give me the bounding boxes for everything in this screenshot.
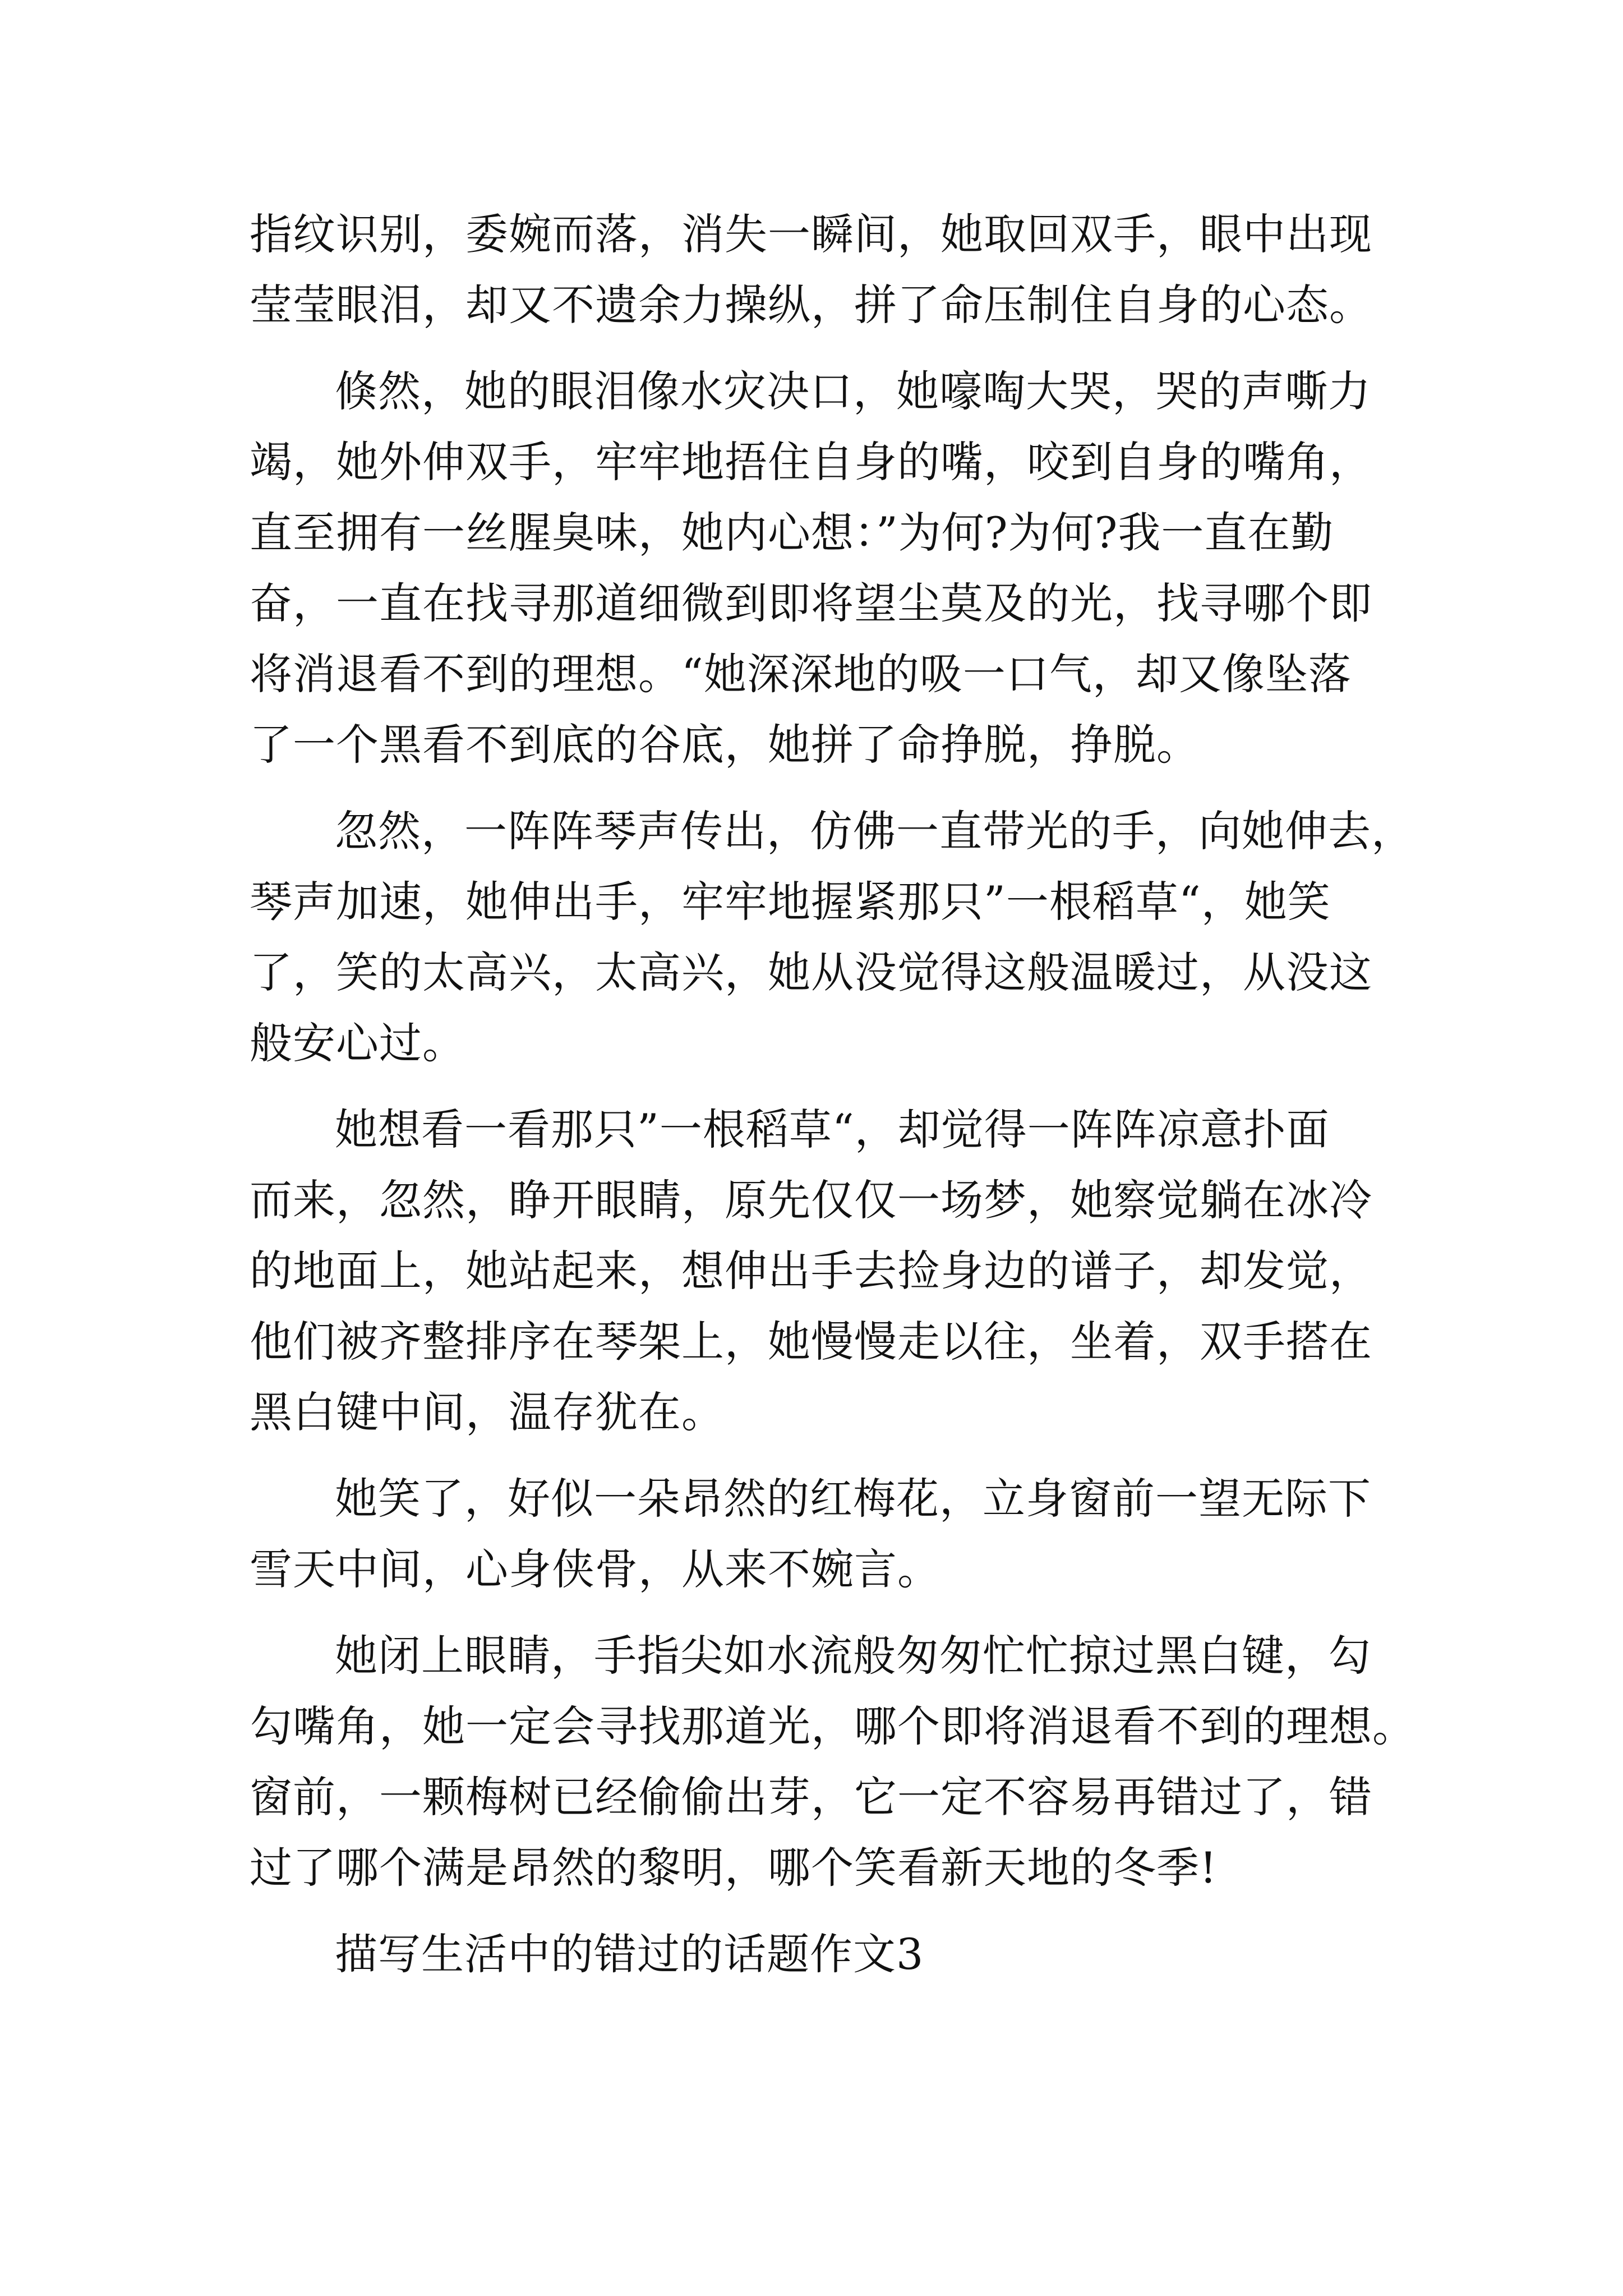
text-line: 般安心过。 xyxy=(250,1018,465,1068)
text-line: 奋，一直在找寻那道细微到即将望尘莫及的光，找寻哪个即 xyxy=(250,578,1372,628)
text-line: 莹莹眼泪，却又不遗余力操纵，拼了命压制住自身的心态。 xyxy=(250,280,1372,330)
text-line: 倏然，她的眼泪像水灾决口，她嚎啕大哭，哭的声嘶力 xyxy=(335,366,1371,416)
text-line: 竭，她外伸双手，牢牢地捂住自身的嘴，咬到自身的嘴角， xyxy=(250,437,1372,487)
text-line: 勾嘴角，她一定会寻找那道光，哪个即将消退看不到的理想。 xyxy=(250,1701,1415,1751)
paragraph-gap xyxy=(250,1903,1394,1919)
paragraph-gap xyxy=(250,1448,1394,1464)
section-title: 描写生活中的错过的话题作文3 xyxy=(335,1929,924,1979)
paragraph-gap xyxy=(250,341,1394,356)
text-line: 将消退看不到的理想。“她深深地的吸一口气，却又像坠落 xyxy=(250,649,1352,699)
text-line: 她笑了，好似一朵昂然的红梅花，立身窗前一望无际下 xyxy=(335,1474,1371,1524)
text-line: 指纹识别，委婉而落，消失一瞬间，她取回双手，眼中出现 xyxy=(250,209,1372,259)
text-line: 的地面上，她站起来，想伸出手去捡身边的谱子，却发觉， xyxy=(250,1246,1372,1296)
text-line: 而来，忽然，睁开眼睛，原先仅仅一场梦，她察觉躺在冰冷 xyxy=(250,1175,1372,1225)
text-line: 窗前，一颗梅树已经偷偷出芽，它一定不容易再错过了，错 xyxy=(250,1772,1372,1822)
paragraph-gap xyxy=(250,1605,1394,1621)
text-line: 她想看一看那只”一根稻草“，却觉得一阵阵凉意扑面 xyxy=(335,1105,1330,1154)
text-line: 琴声加速，她伸出手，牢牢地握紧那只”一根稻草“，她笑 xyxy=(250,877,1331,927)
paragraph-gap xyxy=(250,780,1394,796)
text-line: 雪天中间，心身侠骨，从来不婉言。 xyxy=(250,1544,940,1594)
paragraph-gap xyxy=(250,1079,1394,1094)
text-line: 黑白键中间，温存犹在。 xyxy=(250,1387,725,1437)
text-line: 直至拥有一丝腥臭味，她内心想：”为何?为何?我一直在勤 xyxy=(250,508,1334,558)
document-body xyxy=(250,199,1415,1990)
text-line: 了，笑的太高兴，太高兴，她从没觉得这般温暖过，从没这 xyxy=(250,947,1372,997)
text-line: 忽然，一阵阵琴声传出，仿佛一直带光的手，向她伸去， xyxy=(335,806,1414,856)
text-line: 他们被齐整排序在琴架上，她慢慢走以往，坐着，双手搭在 xyxy=(250,1317,1372,1366)
text-line: 她闭上眼睛，手指尖如水流般匆匆忙忙掠过黑白键，勾 xyxy=(335,1631,1371,1681)
text-line: 过了哪个满是昂然的黎明，哪个笑看新天地的冬季! xyxy=(250,1843,1218,1893)
text-line: 了一个黑看不到底的谷底，她拼了命挣脱，挣脱。 xyxy=(250,720,1200,770)
